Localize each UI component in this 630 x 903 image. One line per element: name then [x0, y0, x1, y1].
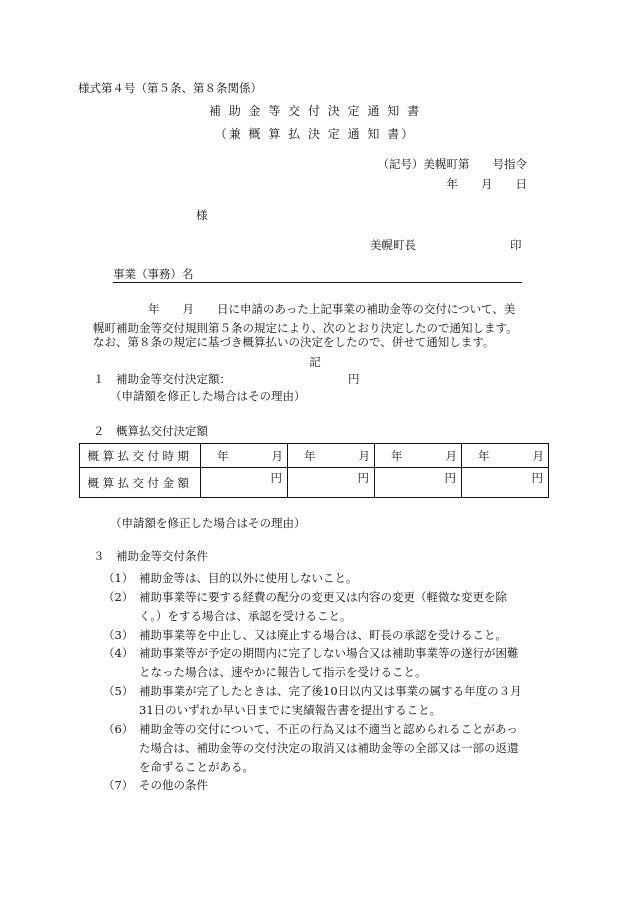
timing-header: 概算払交付時期: [80, 444, 201, 468]
year-label: 年: [391, 448, 403, 463]
month-label: 月: [271, 448, 283, 463]
condition-item: [103, 682, 528, 720]
yen-label: 円: [357, 471, 369, 485]
month-label: 月: [532, 448, 544, 463]
condition-item: [103, 569, 528, 588]
condition-text: 補助金等は、目的以外に使用しないこと。: [139, 571, 358, 585]
condition-text: 補助事業等を中止し、又は廃止する場合は、町長の承認を受けること。: [139, 628, 507, 642]
yen-label: 円: [270, 471, 282, 485]
yen-label: 円: [531, 471, 543, 485]
condition-number: （4）: [103, 646, 134, 660]
amount-header: 概算払交付金額: [80, 468, 201, 498]
table-row-timing: [80, 444, 549, 468]
year-label: 年: [478, 448, 490, 463]
section-2-note: （申請額を修正した場合はその理由）: [110, 516, 306, 530]
timing-cell: [201, 444, 288, 468]
section-1-note: （申請額を修正した場合はその理由）: [110, 389, 306, 403]
condition-text: 補助事業等が予定の期間内に完了しない場合又は補助事業等の遂行が困難となった場合は、速やかに報告して指示を受けること。: [139, 646, 519, 679]
timing-cell: [462, 444, 549, 468]
body-paragraph-2: なお、第８条の規定に基づき概算払いの決定をしたので、併せて通知します。: [93, 335, 495, 349]
condition-item: [103, 644, 528, 682]
timing-cell: [288, 444, 375, 468]
seal-mark: 印: [510, 238, 522, 252]
condition-number: （7）: [103, 778, 134, 792]
issue-date: 年 月 日: [446, 177, 527, 191]
section-1-label: １ 補助金等交付決定額：: [93, 372, 231, 386]
condition-item: [103, 776, 528, 795]
ki-heading: 記: [309, 355, 321, 369]
condition-number: （5）: [103, 684, 134, 698]
condition-text: その他の条件: [139, 778, 208, 792]
issuer-name: 美幌町長: [370, 238, 416, 252]
advance-payment-table: [79, 443, 549, 498]
table-row-amount: [80, 468, 549, 498]
year-label: 年: [217, 448, 229, 463]
timing-cell: [375, 444, 462, 468]
condition-number: （1）: [103, 571, 134, 585]
project-name-underline: [113, 282, 522, 283]
condition-item: [103, 626, 528, 645]
reference-number: （記号）美幌町第 号指令: [377, 157, 527, 171]
amount-cell: [288, 468, 375, 498]
document-title: 補 助 金 等 交 付 決 定 通 知 書: [208, 104, 422, 118]
month-label: 月: [445, 448, 457, 463]
section-2-label: ２ 概算払交付決定額: [93, 424, 208, 438]
section-1-yen: 円: [348, 372, 360, 386]
condition-item: [103, 720, 528, 777]
condition-number: （6）: [103, 722, 134, 736]
yen-label: 円: [444, 471, 456, 485]
condition-item: [103, 588, 528, 626]
amount-cell: [375, 468, 462, 498]
condition-text: 補助金等の交付について、不正の行為又は不適当と認められることがあった場合は、補助金等の交付決定の取消又は補助金等の全部又は一部の返還を命ずることがある。: [139, 722, 519, 774]
condition-number: （2）: [103, 590, 134, 604]
body-paragraph-1: 年 月 日に申請のあった上記事業の補助金等の交付について、美幌町補助金等交付規則第５条の規定により、次のとおり決定したので通知します。: [93, 302, 518, 335]
condition-text: 補助事業が完了したときは、完了後10日以内又は事業の属する年度の３月31日のいずれか早い日までに実績報告書を提出すること。: [139, 684, 522, 717]
addressee-honorific: 様: [196, 208, 208, 222]
condition-number: （3）: [103, 628, 134, 642]
year-label: 年: [304, 448, 316, 463]
month-label: 月: [358, 448, 370, 463]
amount-cell: [201, 468, 288, 498]
form-number: 様式第４号（第５条、第８条関係）: [78, 81, 262, 95]
section-3-label: ３ 補助金等交付条件: [93, 549, 208, 563]
document-subtitle: （兼 概 算 払 決 定 通 知 書）: [214, 127, 416, 141]
project-name-label: 事業（事務）名: [113, 267, 194, 281]
amount-cell: [462, 468, 549, 498]
condition-text: 補助事業等に要する経費の配分の変更又は内容の変更（軽微な変更を除く。）をする場合は、承認を受けること。: [139, 590, 507, 623]
